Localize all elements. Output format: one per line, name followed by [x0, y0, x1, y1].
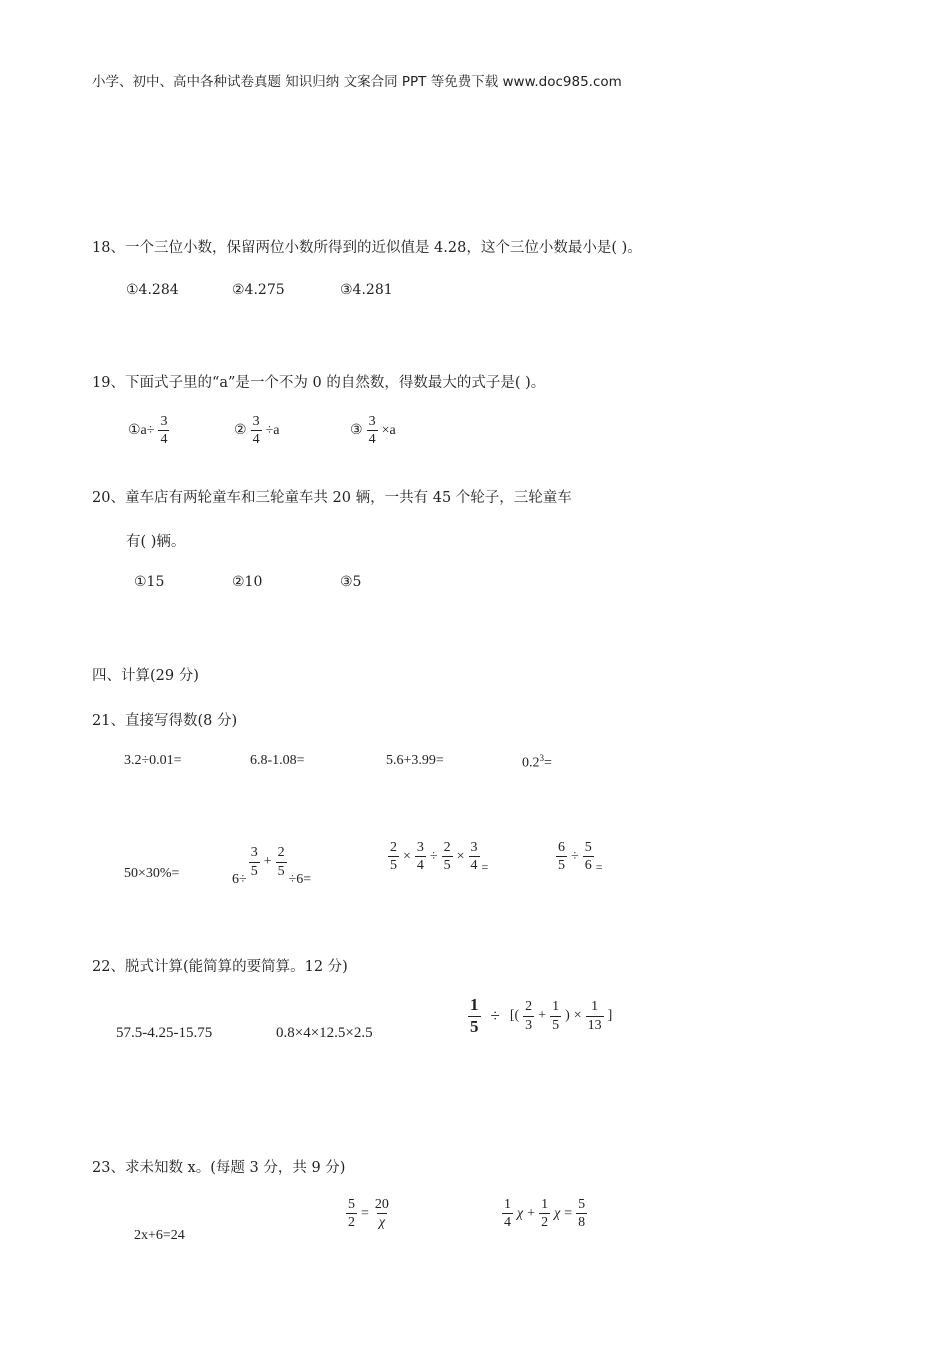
q20-option-1: ①15	[134, 574, 165, 590]
question-21-title: 21、直接写得数(8 分)	[92, 713, 238, 729]
q21-expr-7: $\frac{2}{5}$ × $\frac{3}{4}$ ÷ $\frac{2}{5}$ × $\frac{3}{4}$ =	[390, 839, 489, 874]
q21-expr-1: 3.2÷0.01=	[124, 753, 182, 768]
question-22-title: 22、脱式计算(能简算的要简算。12 分)	[92, 959, 348, 975]
q21-expr-8: $\frac{6}{5}$ ÷ $\frac{5}{6}$ =	[558, 839, 603, 874]
question-20-line-2: 有( )辆。	[126, 534, 186, 550]
question-18-text: 18、一个三位小数，保留两位小数所得到的近似值是 4.28，这个三位小数最小是( )。	[92, 240, 642, 256]
question-23-title: 23、求未知数 x。(每题 3 分，共 9 分)	[92, 1160, 346, 1176]
q22-expr-2: 0.8×4×12.5×2.5	[276, 1025, 373, 1041]
fraction-3-4: $\frac{3}{4}$	[252, 414, 260, 448]
fraction-3-4: $\frac{3}{4}$	[368, 414, 376, 448]
q19-option-2: ② $\frac{3}{4}$ ÷a	[234, 414, 280, 448]
q22-expr-1: 57.5-4.25-15.75	[116, 1025, 213, 1041]
question-20-line-1: 20、童车店有两轮童车和三轮童车共 20 辆，一共有 45 个轮子，三轮童车	[92, 490, 572, 506]
q21-expr-3: 5.6+3.99=	[386, 753, 444, 768]
q23-equation-2: $\frac{5}{2}$ = $\frac{20}{\chi}$	[348, 1197, 389, 1231]
q20-option-2: ②10	[232, 574, 263, 590]
q21-expr-6: 6÷ $\frac{3}{5}$ + $\frac{2}{5}$ ÷6=	[232, 845, 312, 887]
q23-equation-3: $\frac{1}{4}$ χ + $\frac{1}{2}$ χ = $\frac{5}{8}$	[504, 1197, 586, 1231]
q19-option-1: ①a÷ $\frac{3}{4}$	[128, 414, 168, 448]
q18-option-1: ①4.284	[126, 282, 179, 298]
q22-expr-3: $\frac{1}{5}$ ÷ [( $\frac{2}{3}$ + $\frac{1}{5}$ ) × $\frac{1}{13}$ ]	[470, 995, 613, 1036]
page-header: 小学、初中、高中各种试卷真题 知识归纳 文案合同 PPT 等免费下载 www.doc985.com	[92, 74, 622, 90]
q21-expr-4: $0.2^3=$	[522, 753, 552, 771]
q19-option-3: ③ $\frac{3}{4}$ ×a	[350, 414, 396, 448]
question-19-text: 19、下面式子里的“a”是一个不为 0 的自然数，得数最大的式子是( )。	[92, 375, 546, 391]
section-4-title: 四、计算(29 分)	[92, 668, 199, 684]
q23-equation-1: 2x+6=24	[134, 1228, 185, 1243]
fraction-3-4: $\frac{3}{4}$	[160, 414, 168, 448]
q18-option-3: ③4.281	[340, 282, 393, 298]
q21-expr-5: 50×30%=	[124, 866, 180, 881]
q20-option-3: ③5	[340, 574, 362, 590]
q18-option-2: ②4.275	[232, 282, 285, 298]
q21-expr-2: 6.8-1.08=	[250, 753, 305, 768]
